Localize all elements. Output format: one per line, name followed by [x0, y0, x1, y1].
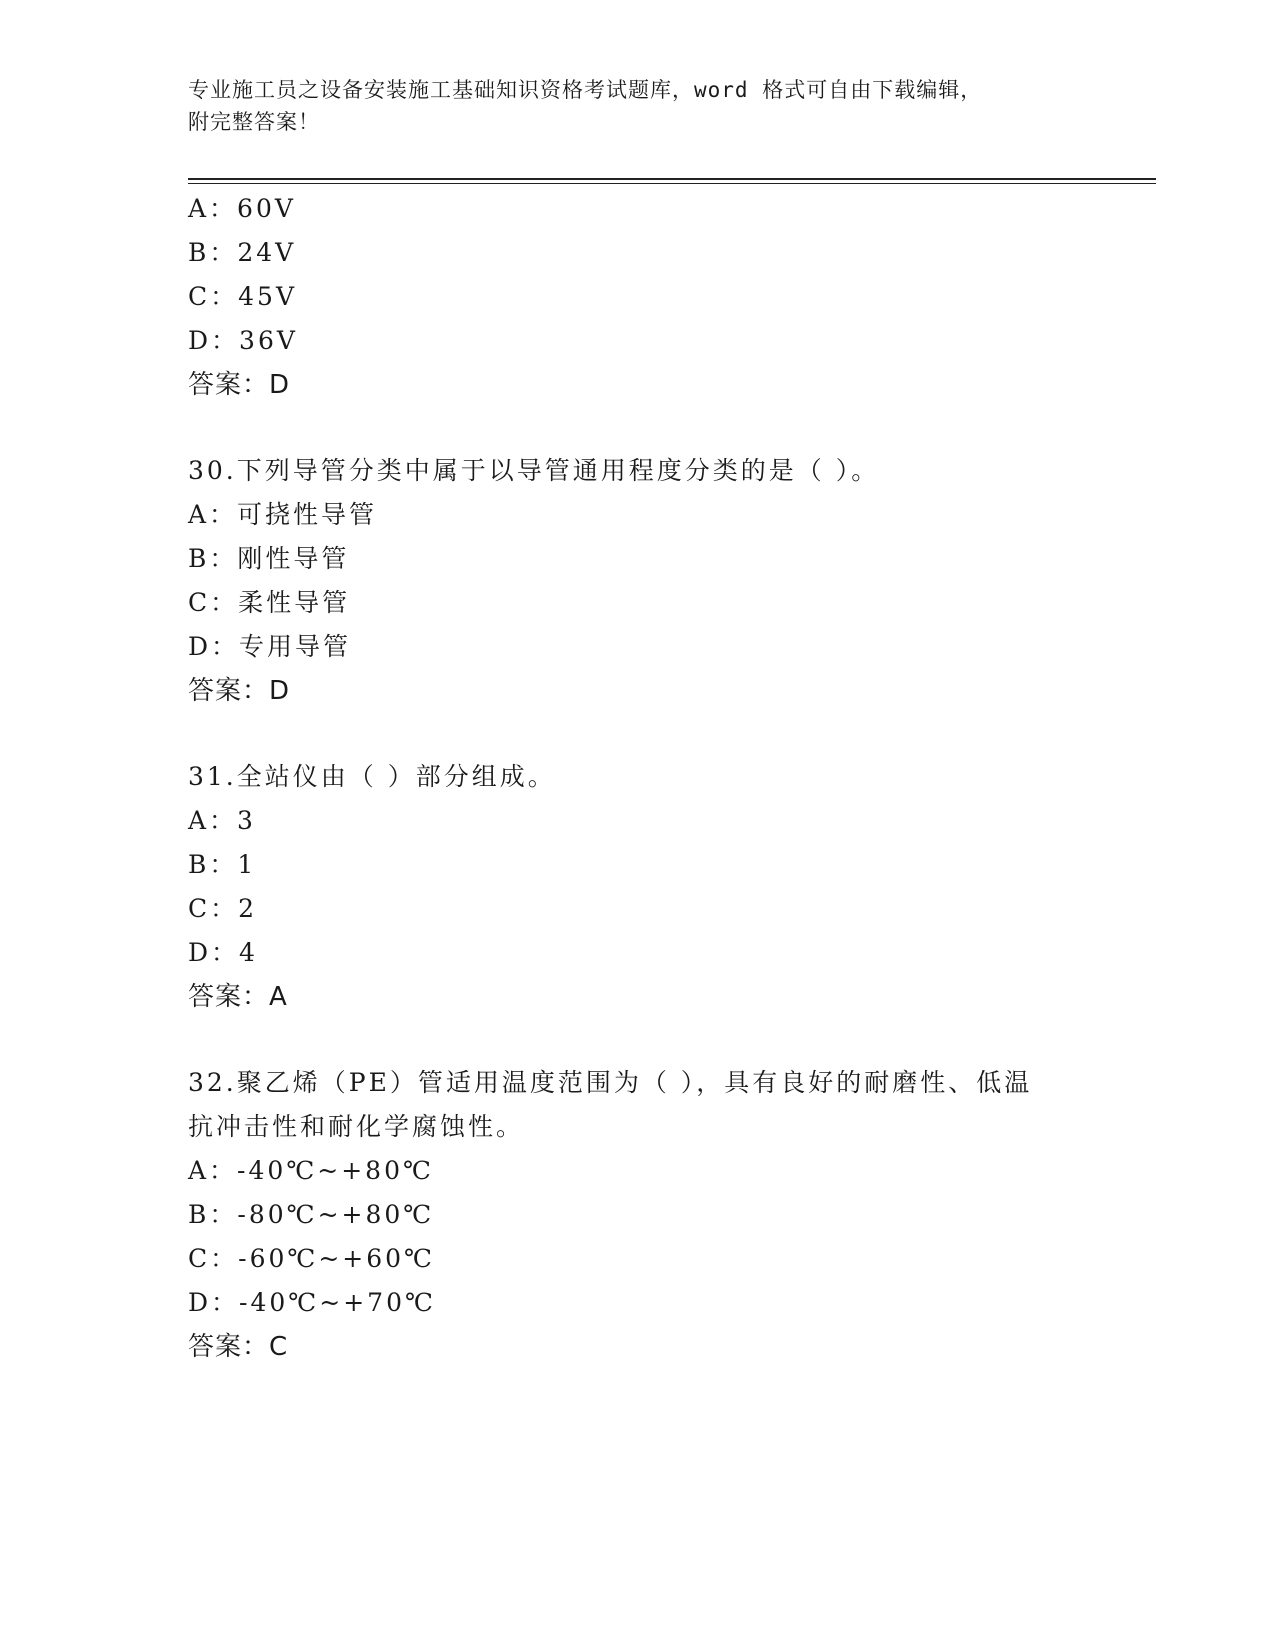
header-divider	[188, 178, 1156, 180]
q30-option-c: C：柔性导管	[188, 588, 351, 617]
q32-question-line-2: 抗冲击性和耐化学腐蚀性。	[188, 1112, 525, 1141]
q29-option-c: C：45V	[188, 282, 297, 311]
q30-option-b: B：刚性导管	[188, 544, 350, 573]
q30-question: 30.下列导管分类中属于以导管通用程度分类的是（ ）。	[188, 456, 880, 485]
q32-option-b: B：-80℃~+80℃	[188, 1200, 435, 1229]
q32-option-d: D：-40℃~+70℃	[188, 1288, 436, 1317]
q32-option-a: A：-40℃~+80℃	[188, 1156, 434, 1185]
q30-option-d: D：专用导管	[188, 632, 352, 661]
q29-answer: 答案：D	[188, 370, 291, 400]
header-line-2: 附完整答案！	[188, 110, 320, 134]
header-line-1: 专业施工员之设备安装施工基础知识资格考试题库，word 格式可自由下载编辑，	[188, 78, 983, 102]
q32-option-c: C：-60℃~+60℃	[188, 1244, 436, 1273]
q31-option-a: A：3	[188, 806, 256, 835]
q32-question-line-1: 32.聚乙烯（PE）管适用温度范围为（ ），具有良好的耐磨性、低温	[188, 1068, 1033, 1097]
q29-option-a: A：60V	[188, 194, 296, 223]
q29-option-b: B：24V	[188, 238, 297, 267]
q31-question: 31.全站仪由（ ）部分组成。	[188, 762, 556, 791]
header-divider-thin	[188, 183, 1156, 184]
q30-answer: 答案：D	[188, 676, 291, 706]
q32-answer: 答案：C	[188, 1332, 289, 1362]
q31-answer: 答案：A	[188, 982, 288, 1012]
q31-option-d: D：4	[188, 938, 258, 967]
document-header	[188, 74, 1088, 138]
q29-option-d: D：36V	[188, 326, 298, 355]
q31-option-b: B：1	[188, 850, 257, 879]
q31-option-c: C：2	[188, 894, 258, 923]
q30-option-a: A：可挠性导管	[188, 500, 378, 529]
